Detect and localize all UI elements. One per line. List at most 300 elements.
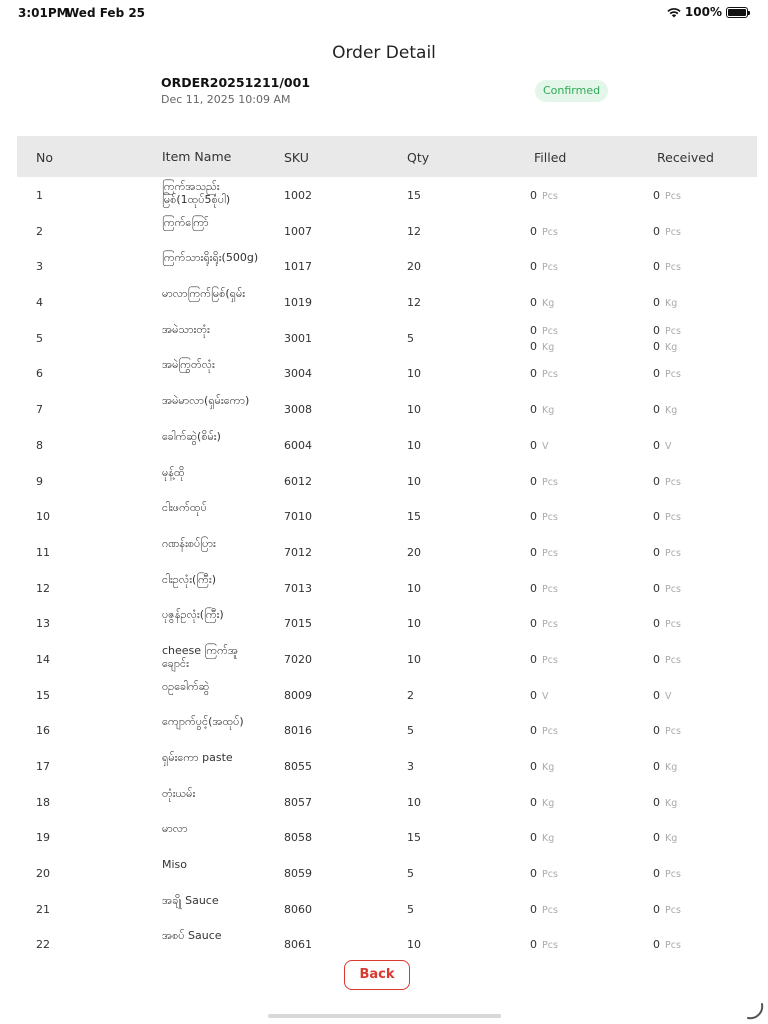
quantity-value: 0 (530, 795, 537, 809)
row-received-value (653, 652, 681, 668)
row-item-name: ခေါက်ဆွဲ(စိမ်း) (162, 429, 221, 443)
quantity-value: 0 (653, 795, 660, 809)
table-row (17, 891, 757, 927)
header-qty: Qty (407, 150, 430, 165)
unit-label: Pcs (542, 325, 558, 337)
row-filled-value (530, 866, 558, 882)
quantity-value: 0 (530, 323, 537, 337)
table-row (17, 177, 757, 213)
status-time: 3:01PM (18, 6, 69, 20)
unit-label: Pcs (542, 904, 558, 916)
table-row (17, 605, 757, 641)
status-date: Wed Feb 25 (66, 6, 146, 20)
row-sku: 8057 (284, 795, 312, 809)
row-sku: 8060 (284, 902, 312, 916)
row-sku: 3008 (284, 403, 312, 417)
row-item-name: မာလာ (162, 822, 188, 836)
row-no: 10 (36, 510, 50, 524)
row-sku: 8055 (284, 760, 312, 773)
row-sku: 7020 (284, 652, 312, 666)
table-row (17, 320, 757, 356)
wifi-icon (667, 7, 681, 18)
table-row (17, 748, 757, 784)
row-no: 12 (36, 581, 50, 595)
row-qty: 15 (407, 831, 421, 845)
row-sku: 7012 (284, 545, 312, 559)
row-received (653, 545, 681, 561)
quantity-value: 0 (530, 189, 537, 202)
unit-label: Pcs (665, 512, 681, 524)
row-received (653, 224, 681, 240)
quantity-value: 0 (530, 545, 537, 559)
row-filled-value (530, 295, 554, 311)
order-date: Dec 11, 2025 10:09 AM (161, 93, 291, 106)
row-filled (530, 581, 558, 597)
row-filled (530, 323, 558, 355)
unit-label: Kg (542, 797, 555, 809)
row-received-value (653, 339, 681, 355)
quantity-value: 0 (653, 224, 660, 238)
quantity-value: 0 (653, 902, 660, 916)
row-no: 7 (36, 403, 43, 417)
row-no: 1 (36, 189, 43, 202)
unit-label: Kg (665, 762, 678, 773)
unit-label: Kg (665, 833, 678, 845)
row-filled-value (530, 366, 558, 382)
row-sku: 3004 (284, 367, 312, 381)
row-qty: 15 (407, 510, 421, 524)
unit-label: Kg (665, 797, 678, 809)
row-item-name: ရှမ်းကော paste (162, 751, 233, 764)
row-qty: 10 (407, 617, 421, 631)
row-no: 8 (36, 438, 43, 452)
quantity-value: 0 (653, 323, 660, 337)
quantity-value: 0 (653, 867, 660, 881)
header-no: No (36, 150, 53, 165)
row-received (653, 366, 681, 382)
row-qty: 10 (407, 367, 421, 381)
row-filled (530, 188, 558, 204)
unit-label: Pcs (542, 191, 558, 202)
unit-label: Pcs (665, 869, 681, 881)
row-sku: 8059 (284, 867, 312, 881)
row-item-name: ဂဏန်းစပ်ပြား (162, 536, 216, 550)
row-filled-value (530, 723, 558, 739)
header-received: Received (657, 150, 714, 165)
quantity-value: 0 (530, 652, 537, 666)
row-item-name: ဝဥခေါက်ဆွဲ (162, 679, 210, 693)
unit-label: Kg (542, 833, 555, 845)
row-qty: 5 (407, 331, 414, 345)
row-filled (530, 366, 558, 382)
row-item-name: မာလာကြက်မြစ်(ရှမ်း (162, 287, 246, 301)
row-sku: 6012 (284, 474, 312, 488)
row-filled-value (530, 545, 558, 561)
row-qty: 10 (407, 795, 421, 809)
row-received-value (653, 830, 677, 846)
header-item-name: Item Name (162, 149, 232, 164)
row-item-name: အစပ် Sauce (162, 929, 222, 943)
table-row (17, 677, 757, 713)
table-body (17, 177, 757, 948)
row-received (653, 688, 672, 704)
battery-icon (726, 7, 748, 18)
row-received-value (653, 323, 681, 339)
row-received-value (653, 581, 681, 597)
row-received (653, 616, 681, 632)
row-received (653, 795, 677, 811)
unit-label: Pcs (665, 904, 681, 916)
row-no: 15 (36, 688, 50, 702)
row-received (653, 188, 681, 204)
row-sku: 7010 (284, 510, 312, 524)
unit-label: Pcs (542, 869, 558, 881)
row-item-name: မုန့်ထို (162, 465, 185, 479)
quantity-value: 0 (653, 474, 660, 488)
row-qty: 3 (407, 760, 414, 773)
row-received (653, 323, 681, 355)
row-received-value (653, 295, 677, 311)
unit-label: Pcs (542, 476, 558, 488)
row-filled-value (530, 688, 549, 704)
unit-label: Kg (542, 405, 555, 417)
table-row (17, 712, 757, 748)
row-no: 2 (36, 224, 43, 238)
unit-label: Kg (665, 405, 678, 417)
row-received (653, 652, 681, 668)
row-filled (530, 866, 558, 882)
unit-label: V (665, 440, 672, 452)
row-item-name: အမဲကြွတ်လုံး (162, 358, 215, 372)
row-qty: 15 (407, 189, 421, 202)
quantity-value: 0 (530, 474, 537, 488)
quantity-value: 0 (653, 938, 660, 948)
row-filled (530, 509, 558, 525)
unit-label: Pcs (665, 369, 681, 381)
row-item-name: ကျောက်ပွင့်(အထုပ်) (162, 715, 244, 729)
row-sku: 1017 (284, 260, 312, 274)
row-received-value (653, 474, 681, 490)
row-filled (530, 474, 558, 490)
row-item-name: အချို Sauce (162, 893, 219, 907)
row-received-value (653, 509, 681, 525)
quantity-value: 0 (530, 938, 537, 948)
quantity-value: 0 (530, 831, 537, 845)
order-items-table[interactable] (17, 136, 757, 948)
quantity-value: 0 (530, 688, 537, 702)
row-received (653, 937, 681, 948)
row-no: 4 (36, 296, 43, 310)
unit-label: Pcs (542, 726, 558, 738)
table-row (17, 641, 757, 677)
row-qty: 10 (407, 581, 421, 595)
unit-label: Pcs (665, 476, 681, 488)
table-row (17, 463, 757, 499)
unit-label: Pcs (665, 226, 681, 238)
unit-label: Kg (542, 298, 555, 310)
row-no: 11 (36, 545, 50, 559)
table-row (17, 819, 757, 855)
row-received-value (653, 366, 681, 382)
table-row (17, 498, 757, 534)
unit-label: Pcs (542, 619, 558, 631)
row-filled (530, 830, 554, 846)
row-no: 6 (36, 367, 43, 381)
row-item-name: အမဲမာလာ(ရှမ်းကော) (162, 394, 250, 408)
row-filled-value (530, 188, 558, 204)
row-sku: 7013 (284, 581, 312, 595)
table-row (17, 855, 757, 891)
row-filled-value (530, 438, 549, 454)
row-received (653, 723, 681, 739)
row-received (653, 581, 681, 597)
row-no: 3 (36, 260, 43, 274)
unit-label: Pcs (542, 547, 558, 559)
row-sku: 8061 (284, 938, 312, 948)
quantity-value: 0 (530, 724, 537, 738)
row-item-name: ကြက်ကြော် (162, 215, 209, 229)
quantity-value: 0 (653, 339, 660, 353)
row-item-name: ပုဇွန်ဥလုံး(ကြီး) (162, 608, 224, 622)
row-filled (530, 937, 558, 948)
row-received-value (653, 402, 677, 418)
unit-label: Pcs (665, 191, 681, 202)
row-received (653, 902, 681, 918)
row-filled-value (530, 652, 558, 668)
table-row (17, 926, 757, 948)
row-sku: 6004 (284, 438, 312, 452)
row-filled-value (530, 759, 554, 775)
row-item-name: Miso (162, 858, 188, 872)
unit-label: Pcs (665, 583, 681, 595)
unit-label: Pcs (665, 619, 681, 631)
row-received (653, 402, 677, 418)
quantity-value: 0 (530, 403, 537, 417)
row-filled (530, 438, 549, 454)
row-filled-value (530, 581, 558, 597)
quantity-value: 0 (653, 438, 660, 452)
row-qty: 12 (407, 224, 421, 238)
row-filled (530, 723, 558, 739)
row-sku: 7015 (284, 617, 312, 631)
table-row (17, 570, 757, 606)
unit-label: Pcs (665, 726, 681, 738)
row-filled (530, 759, 554, 775)
table-row (17, 784, 757, 820)
row-received (653, 438, 672, 454)
row-filled-value (530, 323, 558, 339)
row-sku: 1007 (284, 224, 312, 238)
unit-label: Pcs (542, 654, 558, 666)
row-filled (530, 652, 558, 668)
row-no: 14 (36, 652, 50, 666)
row-received (653, 295, 677, 311)
quantity-value: 0 (653, 510, 660, 524)
row-item-name: cheese ကြက်အူချောင်း (162, 643, 239, 670)
row-qty: 10 (407, 438, 421, 452)
row-received-value (653, 723, 681, 739)
row-item-name: ငါးဖက်ထုပ် (162, 501, 207, 515)
status-right (667, 5, 748, 19)
row-received (653, 830, 677, 846)
page-title: Order Detail (332, 43, 436, 63)
header-sku: SKU (284, 150, 309, 165)
home-indicator (268, 1014, 501, 1018)
battery-percent: 100% (684, 5, 722, 19)
row-no: 20 (36, 867, 50, 881)
row-sku: 8016 (284, 724, 312, 738)
unit-label: Pcs (542, 583, 558, 595)
row-qty: 2 (407, 688, 414, 702)
quantity-value: 0 (653, 296, 660, 310)
unit-label: Pcs (665, 262, 681, 274)
quantity-value: 0 (530, 438, 537, 452)
row-qty: 10 (407, 652, 421, 666)
row-item-name: ကြက်သားရိုးရိုး(500g) (162, 251, 259, 265)
row-filled (530, 259, 558, 275)
row-filled (530, 902, 558, 918)
status-bar (0, 0, 768, 26)
quantity-value: 0 (653, 545, 660, 559)
order-id: ORDER20251211/001 (161, 75, 311, 90)
row-received (653, 759, 677, 775)
row-filled (530, 224, 558, 240)
row-received (653, 259, 681, 275)
unit-label: Pcs (665, 654, 681, 666)
quantity-value: 0 (653, 688, 660, 702)
row-received (653, 474, 681, 490)
table-row (17, 355, 757, 391)
row-received-value (653, 438, 672, 454)
quantity-value: 0 (530, 760, 537, 773)
quantity-value: 0 (653, 617, 660, 631)
table-row (17, 427, 757, 463)
quantity-value: 0 (653, 581, 660, 595)
row-filled (530, 402, 554, 418)
row-item-name: ကြက်အသည်းမြစ်(1ထုပ်5စုံပါ) (162, 180, 231, 206)
quantity-value: 0 (530, 224, 537, 238)
unit-label: Kg (542, 341, 555, 353)
table-header (17, 136, 757, 177)
spinner-icon (744, 1000, 764, 1020)
unit-label: V (665, 690, 672, 702)
quantity-value: 0 (653, 367, 660, 381)
row-received (653, 509, 681, 525)
row-qty: 10 (407, 403, 421, 417)
quantity-value: 0 (530, 367, 537, 381)
unit-label: V (542, 690, 549, 702)
unit-label: V (542, 440, 549, 452)
row-filled (530, 545, 558, 561)
row-qty: 20 (407, 545, 421, 559)
row-qty: 12 (407, 296, 421, 310)
row-no: 9 (36, 474, 43, 488)
status-badge: Confirmed (535, 80, 608, 102)
unit-label: Kg (665, 341, 678, 353)
quantity-value: 0 (653, 760, 660, 773)
row-received-value (653, 259, 681, 275)
quantity-value: 0 (530, 617, 537, 631)
row-filled-value (530, 795, 554, 811)
unit-label: Pcs (665, 940, 681, 948)
row-qty: 5 (407, 902, 414, 916)
row-received-value (653, 795, 677, 811)
quantity-value: 0 (653, 724, 660, 738)
row-qty: 10 (407, 938, 421, 948)
row-filled (530, 295, 554, 311)
row-no: 22 (36, 938, 50, 948)
row-filled-value (530, 616, 558, 632)
row-filled-value (530, 402, 554, 418)
unit-label: Pcs (665, 547, 681, 559)
row-filled-value (530, 509, 558, 525)
row-received-value (653, 866, 681, 882)
row-no: 19 (36, 831, 50, 845)
back-button[interactable]: Back (344, 960, 410, 990)
row-received-value (653, 688, 672, 704)
row-qty: 20 (407, 260, 421, 274)
row-filled-value (530, 339, 558, 355)
row-filled-value (530, 474, 558, 490)
row-sku: 8058 (284, 831, 312, 845)
quantity-value: 0 (530, 510, 537, 524)
row-no: 16 (36, 724, 50, 738)
table-row (17, 284, 757, 320)
row-received-value (653, 224, 681, 240)
row-filled-value (530, 259, 558, 275)
row-qty: 5 (407, 724, 414, 738)
quantity-value: 0 (530, 339, 537, 353)
row-no: 18 (36, 795, 50, 809)
row-filled-value (530, 224, 558, 240)
row-sku: 3001 (284, 331, 312, 345)
unit-label: Pcs (542, 512, 558, 524)
quantity-value: 0 (530, 260, 537, 274)
unit-label: Kg (542, 762, 555, 773)
row-received-value (653, 902, 681, 918)
row-no: 21 (36, 902, 50, 916)
unit-label: Pcs (542, 940, 558, 948)
quantity-value: 0 (653, 403, 660, 417)
row-no: 17 (36, 760, 50, 773)
table-row (17, 248, 757, 284)
table-row (17, 534, 757, 570)
row-filled-value (530, 902, 558, 918)
row-no: 5 (36, 331, 43, 345)
header-filled: Filled (534, 150, 567, 165)
row-filled (530, 795, 554, 811)
unit-label: Pcs (542, 369, 558, 381)
quantity-value: 0 (653, 652, 660, 666)
unit-label: Pcs (542, 226, 558, 238)
quantity-value: 0 (530, 902, 537, 916)
row-sku: 8009 (284, 688, 312, 702)
row-filled-value (530, 830, 554, 846)
quantity-value: 0 (653, 831, 660, 845)
quantity-value: 0 (653, 189, 660, 202)
quantity-value: 0 (530, 581, 537, 595)
row-received-value (653, 545, 681, 561)
row-sku: 1002 (284, 189, 312, 202)
quantity-value: 0 (653, 260, 660, 274)
row-qty: 10 (407, 474, 421, 488)
row-qty: 5 (407, 867, 414, 881)
row-item-name: ငါးဥလုံး(ကြီး) (162, 572, 216, 586)
quantity-value: 0 (530, 867, 537, 881)
table-row (17, 391, 757, 427)
row-filled (530, 616, 558, 632)
row-sku: 1019 (284, 296, 312, 310)
